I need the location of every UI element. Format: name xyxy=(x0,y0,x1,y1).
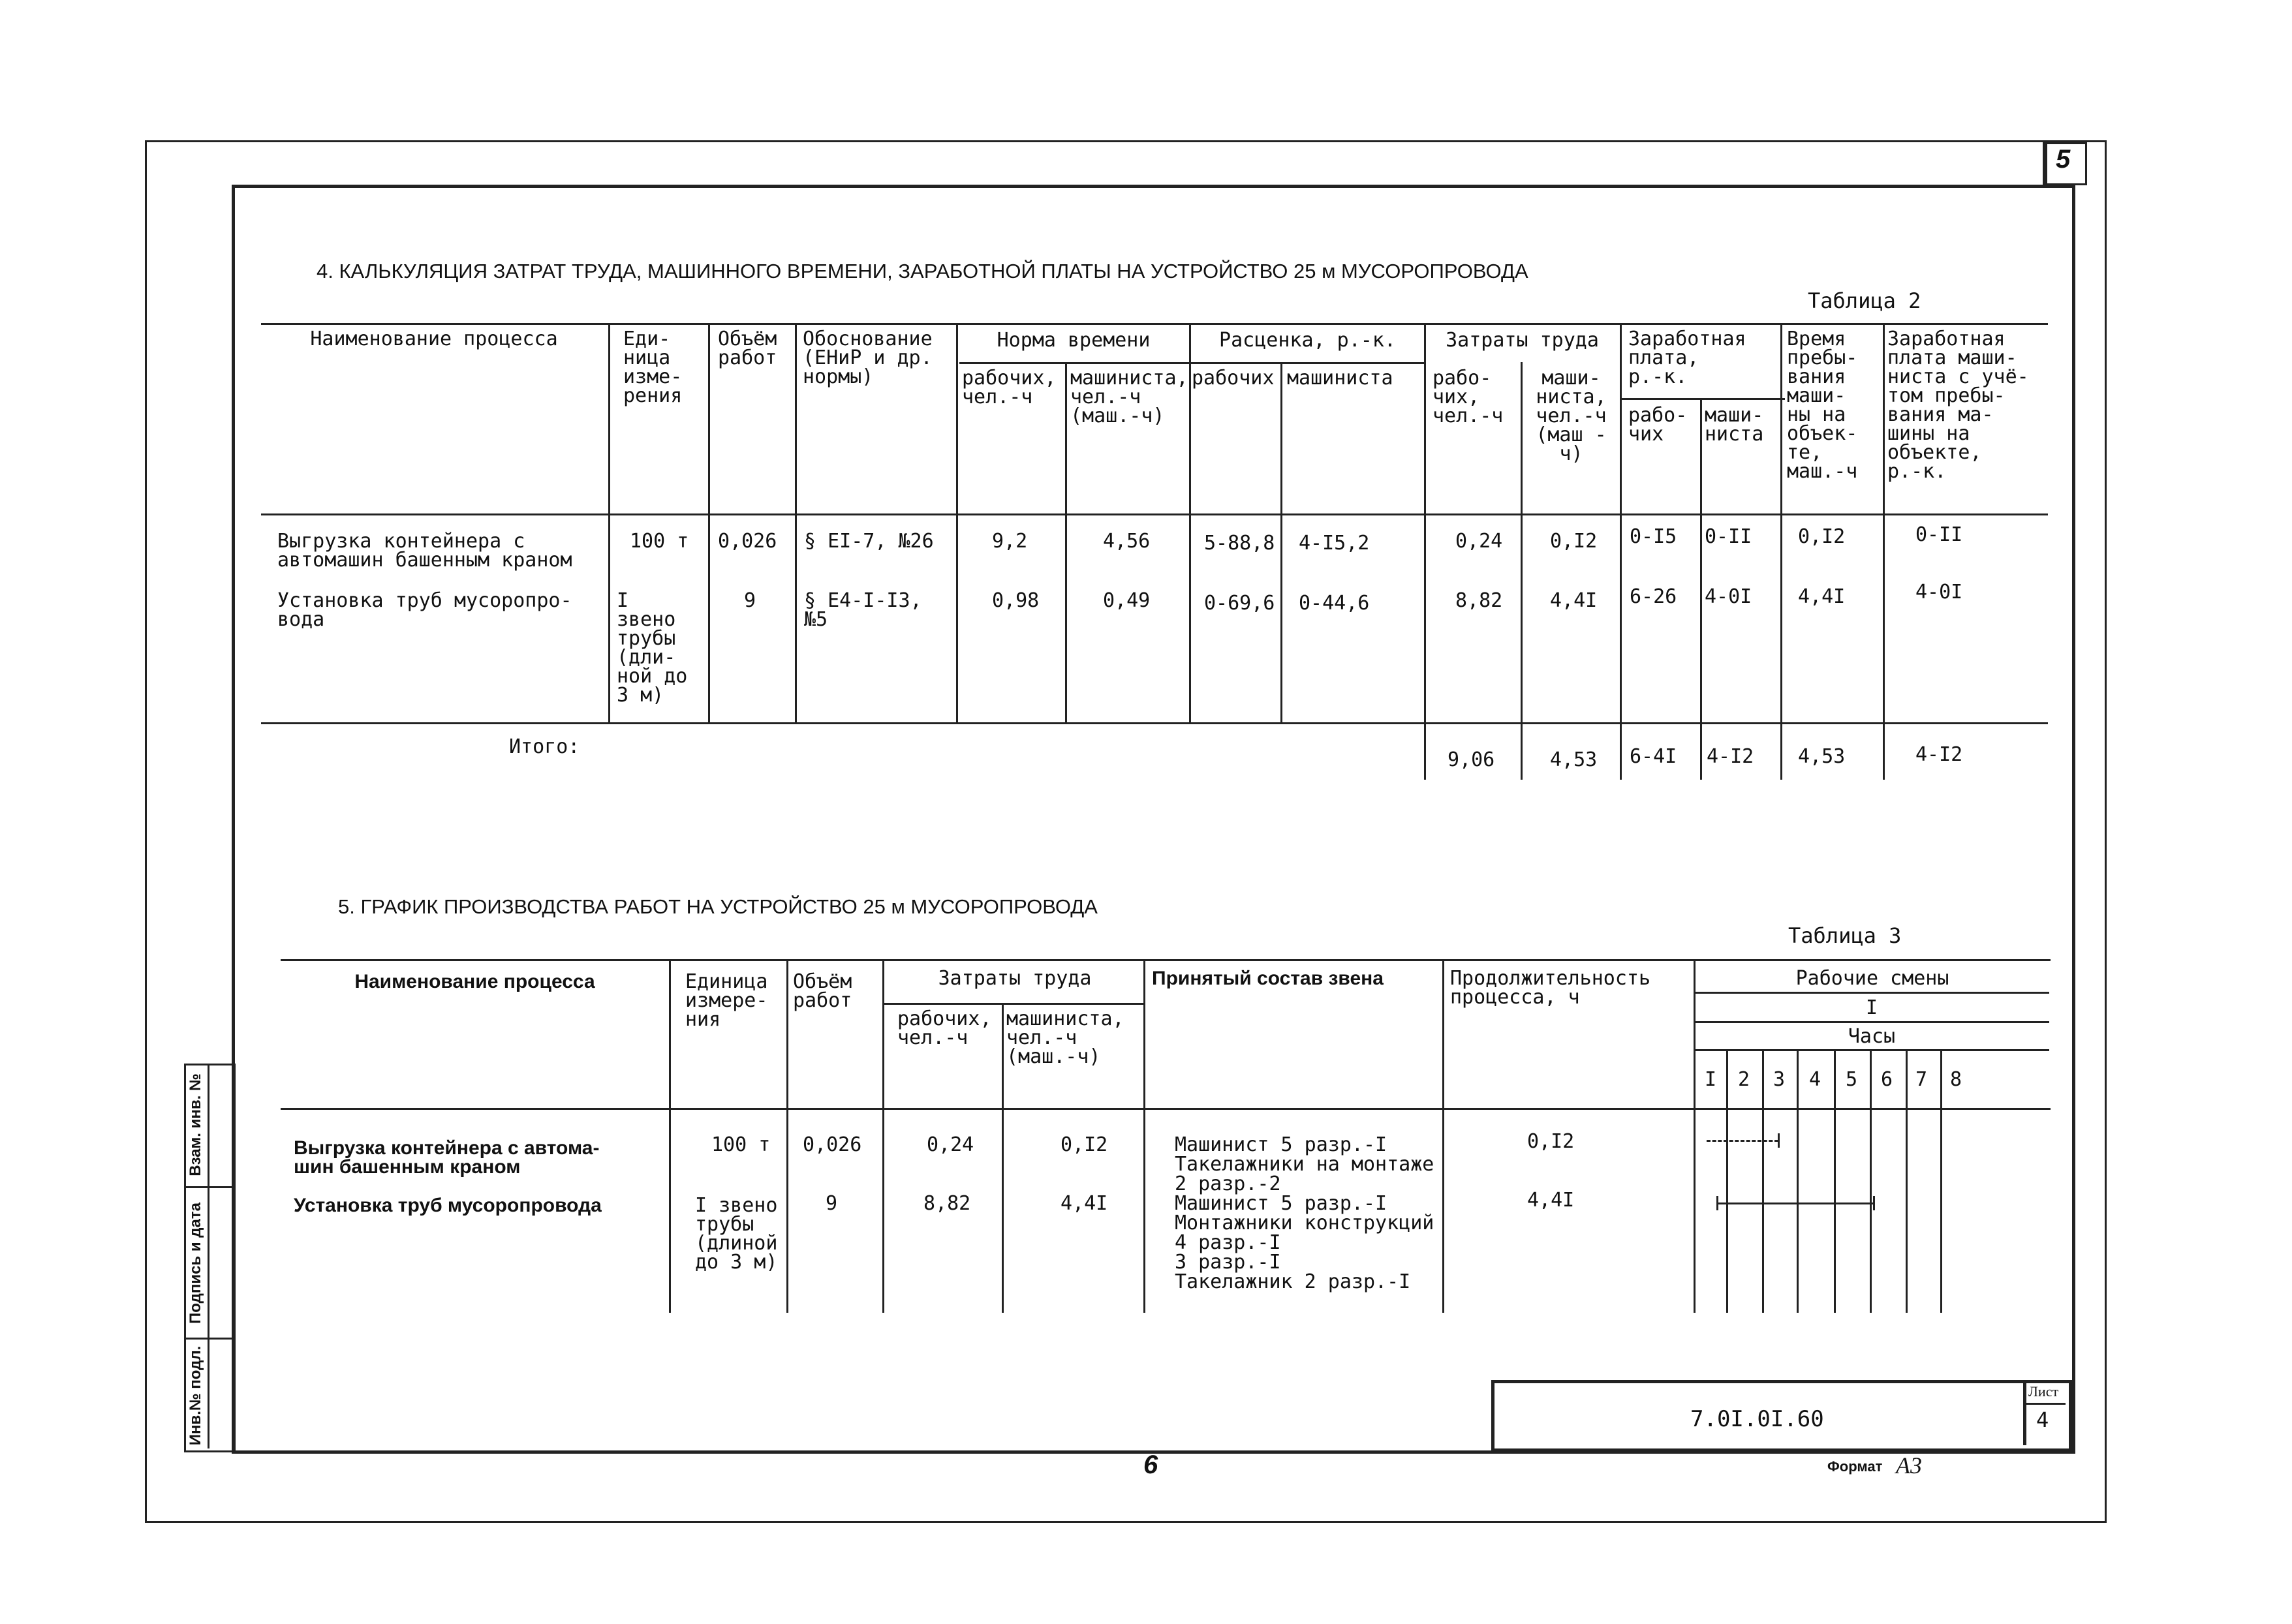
sheet-corner-number: 5 xyxy=(2056,145,2071,174)
t3-header-bottom-line xyxy=(281,1108,2051,1110)
t2-r2-basis: § Е4-I-I3, №5 xyxy=(804,589,922,631)
t2-col-sep xyxy=(1700,398,1702,780)
stamp-divider xyxy=(184,1338,232,1340)
t3-r2-crew: Машинист 5 разр.-I Монтажники конструкций 4 разр.-I 3 разр.-I Такелажник 2 разр.-I xyxy=(1175,1192,1434,1293)
section5-title: 5. ГРАФИК ПРОИЗВОДСТВА РАБОТ НА УСТРОЙСТВО 25 м МУСОРОПРОВОДА xyxy=(338,895,1098,918)
t2-total-label: Итого: xyxy=(509,735,580,758)
t3-col-sep xyxy=(1143,959,1145,1313)
t2-col-sep xyxy=(708,323,710,722)
t3-r1-labor-workers: 0,24 xyxy=(927,1133,974,1156)
t2-total-machine-time: 4,53 xyxy=(1798,745,1846,768)
t2-total-labor-machinist: 4,53 xyxy=(1550,748,1598,771)
t3-h-crew: Принятый состав звена xyxy=(1152,968,1384,989)
t3-col-sep xyxy=(669,959,671,1313)
t3-h-shift-number: I xyxy=(1865,996,1878,1019)
t2-r1-wage-machinist: 0-II xyxy=(1705,525,1752,548)
t2-h-norm-workers: рабочих, чел.-ч xyxy=(962,367,1057,408)
gantt-tick xyxy=(1716,1196,1718,1210)
t2-h-volume: Объём работ xyxy=(718,328,777,369)
t3-hour-label: 7 xyxy=(1915,1068,1928,1091)
t2-r2-name: Установка труб мусоропро- вода xyxy=(277,589,572,631)
t3-col-sep xyxy=(1442,959,1444,1313)
t2-r1-volume: 0,026 xyxy=(718,530,777,553)
t2-r2-labor-machinist: 4,4I xyxy=(1550,589,1598,612)
t3-r2-labor-machinist: 4,4I xyxy=(1061,1192,1108,1215)
t2-col-sep xyxy=(1883,323,1885,780)
section4-title: 4. КАЛЬКУЛЯЦИЯ ЗАТРАТ ТРУДА, МАШИННОГО ВРЕМЕНИ, ЗАРАБОТНОЙ ПЛАТЫ НА УСТРОЙСТВО 25 м МУСОРОПРОВОДА xyxy=(317,260,1528,283)
t3-hour-label: 6 xyxy=(1881,1068,1893,1091)
t3-hour-sep xyxy=(1906,1050,1908,1313)
t2-subheader-line-a xyxy=(959,362,1426,364)
t3-hour-label: 8 xyxy=(1950,1068,1962,1091)
sheet-number: 4 xyxy=(2036,1407,2049,1432)
t2-h-name: Наименование процесса xyxy=(310,328,558,350)
t3-r1-duration: 0,I2 xyxy=(1527,1130,1575,1153)
t3-top-line xyxy=(281,959,2051,961)
t3-shift-line-2 xyxy=(1696,1021,2049,1023)
stamp-inner-line xyxy=(208,1064,209,1448)
gantt-bar-row2 xyxy=(1718,1203,1874,1204)
t3-h-unit: Единица измере- ния xyxy=(685,970,768,1031)
t2-h-norm-time: Норма времени xyxy=(997,329,1151,352)
gantt-tick xyxy=(1873,1196,1875,1210)
gantt-bar-row1 xyxy=(1707,1140,1778,1144)
gantt-tick xyxy=(1778,1133,1780,1148)
t2-r2-labor-workers: 8,82 xyxy=(1455,589,1503,612)
t3-shift-line-3 xyxy=(1696,1049,2049,1051)
t2-h-labor-machinist: маши- ниста, чел.-ч (маш - ч) xyxy=(1536,367,1607,465)
t2-r1-norm-workers: 9,2 xyxy=(992,530,1028,553)
t2-h-labor-workers: рабо- чих, чел.-ч xyxy=(1432,367,1504,427)
t2-total-wage-machinist: 4-I2 xyxy=(1707,745,1754,768)
title-block-sep xyxy=(2023,1380,2026,1445)
t2-h-unit: Еди- ница изме- рения xyxy=(623,328,683,407)
t2-total-wage-workers: 6-4I xyxy=(1630,745,1677,768)
t3-h-labor-machinist: машиниста, чел.-ч (маш.-ч) xyxy=(1006,1007,1124,1068)
t2-h-wage-workers: рабо- чих xyxy=(1628,404,1688,446)
t2-col-sep xyxy=(795,323,797,722)
t3-h-hours: Часы xyxy=(1848,1025,1896,1048)
t2-r1-rate-workers: 5-88,8 xyxy=(1204,532,1275,555)
t2-col-sep xyxy=(1620,323,1622,780)
t3-col-sep xyxy=(1002,1003,1004,1313)
t2-h-machine-time: Время пребы- вания маши- ны на объек- те, маш.-ч xyxy=(1787,328,1858,483)
t3-hour-sep xyxy=(1797,1050,1799,1313)
t3-h-labor: Затраты труда xyxy=(938,967,1092,990)
t3-r2-labor-workers: 8,82 xyxy=(923,1192,971,1215)
t3-hour-sep xyxy=(1726,1050,1728,1313)
t3-r1-labor-machinist: 0,I2 xyxy=(1061,1133,1108,1156)
page-number: 6 xyxy=(1143,1450,1158,1479)
format-label: Формат xyxy=(1827,1458,1883,1475)
t2-r2-norm-workers: 0,98 xyxy=(992,589,1040,612)
t3-r1-crew: Машинист 5 разр.-I Такелажники на монтаже 2 разр.-2 xyxy=(1175,1133,1434,1195)
stamp-label: Инв.№ подл. xyxy=(187,1345,204,1446)
format-value: А3 xyxy=(1896,1452,1922,1478)
t2-col-sep xyxy=(1424,323,1426,780)
t3-hour-sep xyxy=(1762,1050,1764,1313)
t2-h-wage: Заработная плата, р.-к. xyxy=(1628,328,1746,388)
t3-r2-name: Установка труб мусоропровода xyxy=(294,1195,602,1216)
t2-total-machine-wage: 4-I2 xyxy=(1915,743,1963,766)
t2-r2-volume: 9 xyxy=(744,589,756,612)
t2-h-labor: Затраты труда xyxy=(1446,329,1599,352)
t2-h-rate-machinist: машиниста xyxy=(1287,367,1393,390)
t3-col-sep xyxy=(786,959,788,1313)
t2-subheader-line-b xyxy=(1622,398,1785,400)
t2-col-sep xyxy=(608,323,610,722)
t3-hour-sep xyxy=(1870,1050,1872,1313)
table2-caption: Таблица 2 xyxy=(1808,288,1921,313)
t2-r1-machine-time: 0,I2 xyxy=(1798,525,1846,548)
t2-r2-wage-machinist: 4-0I xyxy=(1705,585,1752,608)
sheet-label: Лист xyxy=(2028,1383,2059,1400)
t3-hour-label: 5 xyxy=(1846,1068,1858,1091)
t3-h-duration: Продолжительность процесса, ч xyxy=(1450,967,1651,1009)
t2-r1-rate-machinist: 4-I5,2 xyxy=(1299,532,1370,555)
t2-r1-unit: 100 т xyxy=(630,530,689,553)
t3-r1-unit: 100 т xyxy=(711,1133,771,1156)
t2-r2-unit: I звено трубы (дли- ной до 3 м) xyxy=(617,589,688,707)
t3-h-shifts: Рабочие смены xyxy=(1795,967,1949,990)
t2-r1-labor-machinist: 0,I2 xyxy=(1550,530,1598,553)
t3-hour-sep xyxy=(1834,1050,1836,1313)
t3-r1-name: Выгрузка контейнера с автома- шин башенным краном xyxy=(294,1137,600,1178)
t2-r1-norm-machinist: 4,56 xyxy=(1103,530,1151,553)
t2-r1-wage-workers: 0-I5 xyxy=(1630,525,1677,548)
t3-col-sep xyxy=(882,959,884,1313)
t3-r2-volume: 9 xyxy=(826,1192,838,1215)
t2-r2-norm-machinist: 0,49 xyxy=(1103,589,1151,612)
t2-r1-labor-workers: 0,24 xyxy=(1455,530,1503,553)
t3-hour-label: 2 xyxy=(1738,1068,1750,1091)
t2-r2-wage-workers: 6-26 xyxy=(1630,585,1677,608)
t2-h-basis: Обоснование (ЕНиР и др. нормы) xyxy=(803,328,933,388)
t3-hour-sep xyxy=(1940,1050,1942,1313)
t2-col-sep xyxy=(1189,323,1191,722)
t2-h-wage-machinist: маши- ниста xyxy=(1705,404,1764,446)
t3-r1-volume: 0,026 xyxy=(803,1133,862,1156)
t2-col-sep xyxy=(1280,362,1282,722)
t2-col-sep xyxy=(1065,362,1067,722)
t2-r2-machine-time: 4,4I xyxy=(1798,585,1846,608)
t2-h-rate: Расценка, р.-к. xyxy=(1219,329,1396,352)
t2-r2-rate-workers: 0-69,6 xyxy=(1204,592,1275,615)
t2-r2-rate-machinist: 0-44,6 xyxy=(1299,592,1370,615)
t2-r2-machine-wage: 4-0I xyxy=(1915,581,1963,604)
t3-r2-unit: I звено трубы (длиной до 3 м) xyxy=(695,1194,778,1274)
t2-h-machine-wage: Заработная плата маши- ниста с учё- том пребы- вания ма- шины на объекте, р.-к. xyxy=(1887,328,2029,483)
t2-r1-machine-wage: 0-II xyxy=(1915,523,1963,546)
t2-r1-basis: § ЕI-7, №26 xyxy=(804,530,934,553)
t3-h-labor-workers: рабочих, чел.-ч xyxy=(897,1007,992,1049)
t2-col-sep xyxy=(956,323,958,722)
t2-total-labor-workers: 9,06 xyxy=(1448,748,1495,771)
t3-hour-label: 3 xyxy=(1773,1068,1786,1091)
t3-shift-line-1 xyxy=(1696,992,2049,994)
t3-h-volume: Объём работ xyxy=(793,970,852,1012)
t2-col-sep xyxy=(1521,362,1523,780)
t3-r2-duration: 4,4I xyxy=(1527,1189,1575,1212)
t2-h-norm-machinist: машиниста, чел.-ч (маш.-ч) xyxy=(1070,367,1188,427)
t3-hour-label: I xyxy=(1705,1068,1717,1091)
t3-h-name: Наименование процесса xyxy=(354,971,595,992)
t2-h-rate-workers: рабочих xyxy=(1192,367,1275,390)
t2-col-sep xyxy=(1780,323,1782,780)
t2-r1-name: Выгрузка контейнера с автомашин башенным краном xyxy=(277,530,572,572)
table3-caption: Таблица 3 xyxy=(1788,923,1902,948)
stamp-label: Взам. инв. № xyxy=(187,1073,204,1176)
title-block-sheet-line xyxy=(2023,1403,2066,1405)
t3-labor-sub-line xyxy=(884,1003,1145,1005)
doc-code: 7.0I.0I.60 xyxy=(1690,1406,1824,1432)
stamp-label: Подпись и дата xyxy=(187,1203,204,1324)
t3-hour-label: 4 xyxy=(1809,1068,1821,1091)
